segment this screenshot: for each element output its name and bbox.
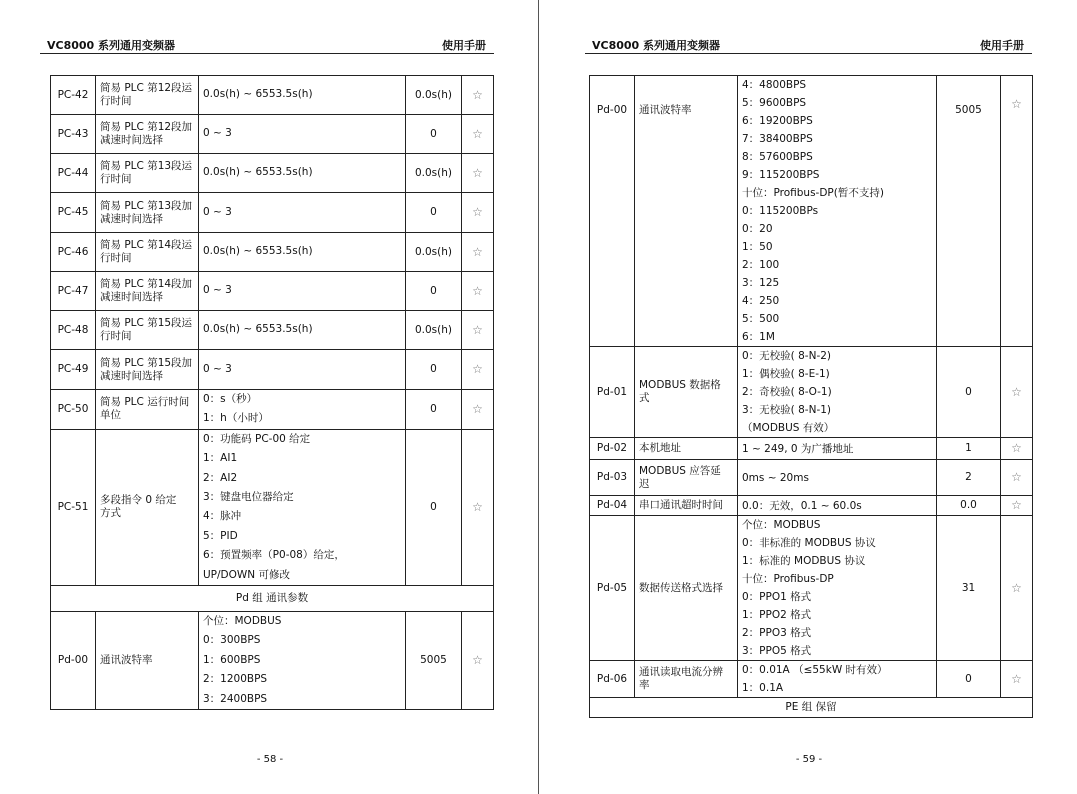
param-name: 简易 PLC 第14段加 减速时间选择 bbox=[96, 272, 199, 311]
modify-star-icon: ☆ bbox=[1001, 516, 1033, 661]
page-number: - 59 - bbox=[795, 754, 823, 765]
page-59 bbox=[539, 0, 1077, 794]
modify-star-icon: ☆ bbox=[462, 115, 494, 154]
param-range bbox=[199, 233, 406, 272]
param-code: PC-51 bbox=[51, 429, 96, 585]
param-name: 简易 PLC 第12段运 行时间 bbox=[96, 76, 199, 115]
range-line: 0：20 bbox=[742, 223, 773, 235]
range-line: UP/DOWN 可修改 bbox=[203, 568, 290, 581]
range-line: 0.0s(h) ~ 6553.5s(h) bbox=[203, 166, 313, 179]
modify-star-icon: ☆ bbox=[1001, 496, 1033, 516]
parameter-table bbox=[50, 75, 494, 710]
param-code: PC-42 bbox=[51, 76, 96, 115]
modify-star-icon: ☆ bbox=[1001, 347, 1033, 438]
param-name: 数据传送格式选择 bbox=[635, 516, 738, 661]
range-line: 3：PPO5 格式 bbox=[742, 645, 812, 657]
param-code: PC-48 bbox=[51, 311, 96, 350]
range-line: 6：1M bbox=[742, 331, 775, 343]
param-name: MODBUS 数据格 式 bbox=[635, 347, 738, 438]
modify-star-icon: ☆ bbox=[462, 350, 494, 390]
range-line: 2：PPO3 格式 bbox=[742, 627, 812, 639]
param-code: PC-50 bbox=[51, 390, 96, 430]
param-range bbox=[738, 347, 937, 438]
param-default: 5005 bbox=[406, 612, 462, 710]
range-line: 0：PPO1 格式 bbox=[742, 591, 812, 603]
param-code: Pd-00 bbox=[51, 612, 96, 710]
header-title: VC8000 系列通用变频器 bbox=[47, 39, 176, 52]
param-code: Pd-04 bbox=[590, 496, 635, 516]
param-name: 简易 PLC 第13段运 行时间 bbox=[96, 154, 199, 193]
param-code: PC-44 bbox=[51, 154, 96, 193]
modify-star-icon: ☆ bbox=[462, 429, 494, 585]
range-line: 0：s（秒） bbox=[203, 393, 258, 405]
param-range bbox=[199, 115, 406, 154]
range-line: 0：非标准的 MODBUS 协议 bbox=[742, 537, 876, 549]
param-default: 2 bbox=[937, 460, 1001, 496]
range-line: 0：300BPS bbox=[203, 634, 261, 647]
range-line: 3：125 bbox=[742, 277, 780, 289]
table-row bbox=[51, 612, 494, 710]
param-name: 通讯波特率 bbox=[635, 76, 738, 347]
table-row bbox=[590, 516, 1033, 661]
param-default: 0 bbox=[937, 347, 1001, 438]
range-line: 5：9600BPS bbox=[742, 97, 807, 109]
param-range bbox=[199, 76, 406, 115]
range-line: 0.0s(h) ~ 6553.5s(h) bbox=[203, 245, 313, 258]
modify-star-icon: ☆ bbox=[462, 272, 494, 311]
range-line: 0 ~ 3 bbox=[203, 205, 232, 218]
range-line: 0 ~ 3 bbox=[203, 362, 232, 375]
table-row bbox=[51, 233, 494, 272]
table-row bbox=[590, 496, 1033, 516]
page-header bbox=[585, 36, 1032, 54]
range-line: 1：50 bbox=[742, 241, 773, 253]
param-name: 简易 PLC 第15段运 行时间 bbox=[96, 311, 199, 350]
range-line: 1：PPO2 格式 bbox=[742, 609, 812, 621]
param-code: Pd-05 bbox=[590, 516, 635, 661]
range-line: 2：1200BPS bbox=[203, 673, 268, 686]
param-range bbox=[199, 390, 406, 430]
range-line: 十位：Profibus-DP(暂不支持) bbox=[742, 187, 884, 199]
param-default: 0.0s(h) bbox=[406, 233, 462, 272]
range-line: 0：无校验( 8-N-2) bbox=[742, 350, 832, 362]
range-line: 0ms ~ 20ms bbox=[742, 471, 809, 484]
range-line: 1：600BPS bbox=[203, 653, 261, 666]
modify-star-icon: ☆ bbox=[462, 311, 494, 350]
modify-star-icon: ☆ bbox=[1001, 438, 1033, 460]
range-line: 3：2400BPS bbox=[203, 692, 268, 705]
page-header bbox=[40, 36, 494, 54]
range-line: 3：无校验( 8-N-1) bbox=[742, 404, 832, 416]
modify-star-icon: ☆ bbox=[462, 390, 494, 430]
param-code: Pd-01 bbox=[590, 347, 635, 438]
modify-star-icon: ☆ bbox=[1001, 661, 1033, 698]
range-line: 个位：MODBUS bbox=[203, 615, 282, 628]
param-default: 0 bbox=[406, 193, 462, 233]
param-name: 通讯波特率 bbox=[96, 612, 199, 710]
param-code: PC-47 bbox=[51, 272, 96, 311]
param-default: 1 bbox=[937, 438, 1001, 460]
header-title: VC8000 系列通用变频器 bbox=[592, 39, 721, 52]
table-row bbox=[51, 115, 494, 154]
section-title: PE 组 保留 bbox=[590, 698, 1033, 718]
param-code: Pd-06 bbox=[590, 661, 635, 698]
page-number: - 58 - bbox=[256, 754, 284, 765]
section-title: Pd 组 通讯参数 bbox=[51, 586, 494, 612]
range-line: 5：500 bbox=[742, 313, 780, 325]
table-row bbox=[51, 390, 494, 430]
range-line: 0 ~ 3 bbox=[203, 127, 232, 140]
table-row bbox=[51, 76, 494, 115]
range-line: 4：4800BPS bbox=[742, 79, 807, 91]
modify-star-icon: ☆ bbox=[462, 76, 494, 115]
param-range bbox=[199, 350, 406, 390]
param-default: 0.0s(h) bbox=[406, 311, 462, 350]
param-code: Pd-03 bbox=[590, 460, 635, 496]
range-line: 9：115200BPS bbox=[742, 169, 820, 181]
modify-star-icon: ☆ bbox=[462, 154, 494, 193]
range-line: 8：57600BPS bbox=[742, 151, 813, 163]
param-default: 0 bbox=[406, 350, 462, 390]
param-range bbox=[199, 311, 406, 350]
range-line: 7：38400BPS bbox=[742, 133, 813, 145]
table-row bbox=[590, 661, 1033, 698]
param-default: 0 bbox=[406, 390, 462, 430]
modify-star-icon: ☆ bbox=[1001, 460, 1033, 496]
param-name: 多段指令 0 给定 方式 bbox=[96, 429, 199, 585]
range-line: 2：AI2 bbox=[203, 471, 238, 484]
param-code: PC-46 bbox=[51, 233, 96, 272]
range-line: 1：0.1A bbox=[742, 682, 784, 694]
range-line: 6：19200BPS bbox=[742, 115, 813, 127]
param-code: PC-43 bbox=[51, 115, 96, 154]
param-name: 简易 PLC 运行时间 单位 bbox=[96, 390, 199, 430]
modify-star-icon: ☆ bbox=[462, 612, 494, 710]
range-line: 2：100 bbox=[742, 259, 780, 271]
page-58 bbox=[0, 0, 538, 794]
table-row bbox=[51, 429, 494, 585]
range-line: 0.0s(h) ~ 6553.5s(h) bbox=[203, 88, 313, 101]
range-line: 4：脉冲 bbox=[203, 510, 242, 523]
table-row bbox=[590, 438, 1033, 460]
range-line: 1：AI1 bbox=[203, 452, 238, 465]
param-default: 0 bbox=[406, 429, 462, 585]
parameter-table bbox=[589, 75, 1033, 718]
table-row bbox=[590, 460, 1033, 496]
param-range bbox=[738, 496, 937, 516]
param-range bbox=[199, 154, 406, 193]
param-name: 串口通讯超时时间 bbox=[635, 496, 738, 516]
modify-star-icon: ☆ bbox=[462, 193, 494, 233]
range-line: 0 ~ 3 bbox=[203, 284, 232, 297]
param-default: 0.0s(h) bbox=[406, 154, 462, 193]
param-range bbox=[738, 438, 937, 460]
table-row bbox=[51, 350, 494, 390]
modify-star-icon: ☆ bbox=[462, 233, 494, 272]
param-default: 0.0s(h) bbox=[406, 76, 462, 115]
range-line: 1：h（小时） bbox=[203, 412, 269, 425]
param-name: 本机地址 bbox=[635, 438, 738, 460]
param-default: 31 bbox=[937, 516, 1001, 661]
range-line: 个位：MODBUS bbox=[742, 519, 821, 531]
param-name: 简易 PLC 第14段运 行时间 bbox=[96, 233, 199, 272]
param-range bbox=[738, 460, 937, 496]
header-manual: 使用手册 bbox=[442, 39, 486, 52]
table-row bbox=[51, 272, 494, 311]
param-range bbox=[738, 516, 937, 661]
range-line: （MODBUS 有效） bbox=[742, 422, 835, 434]
range-line: 1 ~ 249, 0 为广播地址 bbox=[742, 442, 854, 455]
param-range bbox=[738, 76, 937, 347]
range-line: 0：0.01A （≤55kW 时有效） bbox=[742, 664, 888, 676]
table-row bbox=[51, 311, 494, 350]
param-code: PC-49 bbox=[51, 350, 96, 390]
range-line: 2：奇校验( 8-O-1) bbox=[742, 386, 832, 398]
range-line: 0：115200BPs bbox=[742, 205, 819, 217]
range-line: 0.0s(h) ~ 6553.5s(h) bbox=[203, 323, 313, 336]
range-line: 3：键盘电位器给定 bbox=[203, 491, 294, 504]
param-code: PC-45 bbox=[51, 193, 96, 233]
param-range bbox=[199, 429, 406, 585]
param-default: 5005 bbox=[937, 76, 1001, 347]
section-row bbox=[51, 586, 494, 612]
param-code: Pd-02 bbox=[590, 438, 635, 460]
range-line: 6：预置频率（P0-08）给定， bbox=[203, 549, 345, 562]
param-default: 0.0 bbox=[937, 496, 1001, 516]
range-line: 1：标准的 MODBUS 协议 bbox=[742, 555, 866, 567]
param-range bbox=[199, 612, 406, 710]
param-name: 简易 PLC 第15段加 减速时间选择 bbox=[96, 350, 199, 390]
range-line: 4：250 bbox=[742, 295, 780, 307]
param-default: 0 bbox=[406, 115, 462, 154]
section-row bbox=[590, 698, 1033, 718]
table-row bbox=[590, 76, 1033, 347]
param-name: 简易 PLC 第12段加 减速时间选择 bbox=[96, 115, 199, 154]
param-default: 0 bbox=[406, 272, 462, 311]
range-line: 十位：Profibus-DP bbox=[742, 573, 834, 585]
param-code: Pd-00 bbox=[590, 76, 635, 347]
param-name: 通讯读取电流分辨 率 bbox=[635, 661, 738, 698]
param-range bbox=[199, 272, 406, 311]
modify-star-icon: ☆ bbox=[1001, 76, 1033, 347]
table-row bbox=[51, 154, 494, 193]
param-name: 简易 PLC 第13段加 减速时间选择 bbox=[96, 193, 199, 233]
param-default: 0 bbox=[937, 661, 1001, 698]
range-line: 1：偶校验( 8-E-1) bbox=[742, 368, 830, 380]
header-manual: 使用手册 bbox=[980, 39, 1024, 52]
table-row bbox=[590, 347, 1033, 438]
param-range bbox=[738, 661, 937, 698]
range-line: 5：PID bbox=[203, 529, 238, 542]
param-name: MODBUS 应答延 迟 bbox=[635, 460, 738, 496]
range-line: 0：功能码 PC-00 给定 bbox=[203, 432, 311, 445]
table-row bbox=[51, 193, 494, 233]
param-range bbox=[199, 193, 406, 233]
range-line: 0.0：无效，0.1 ~ 60.0s bbox=[742, 499, 862, 512]
